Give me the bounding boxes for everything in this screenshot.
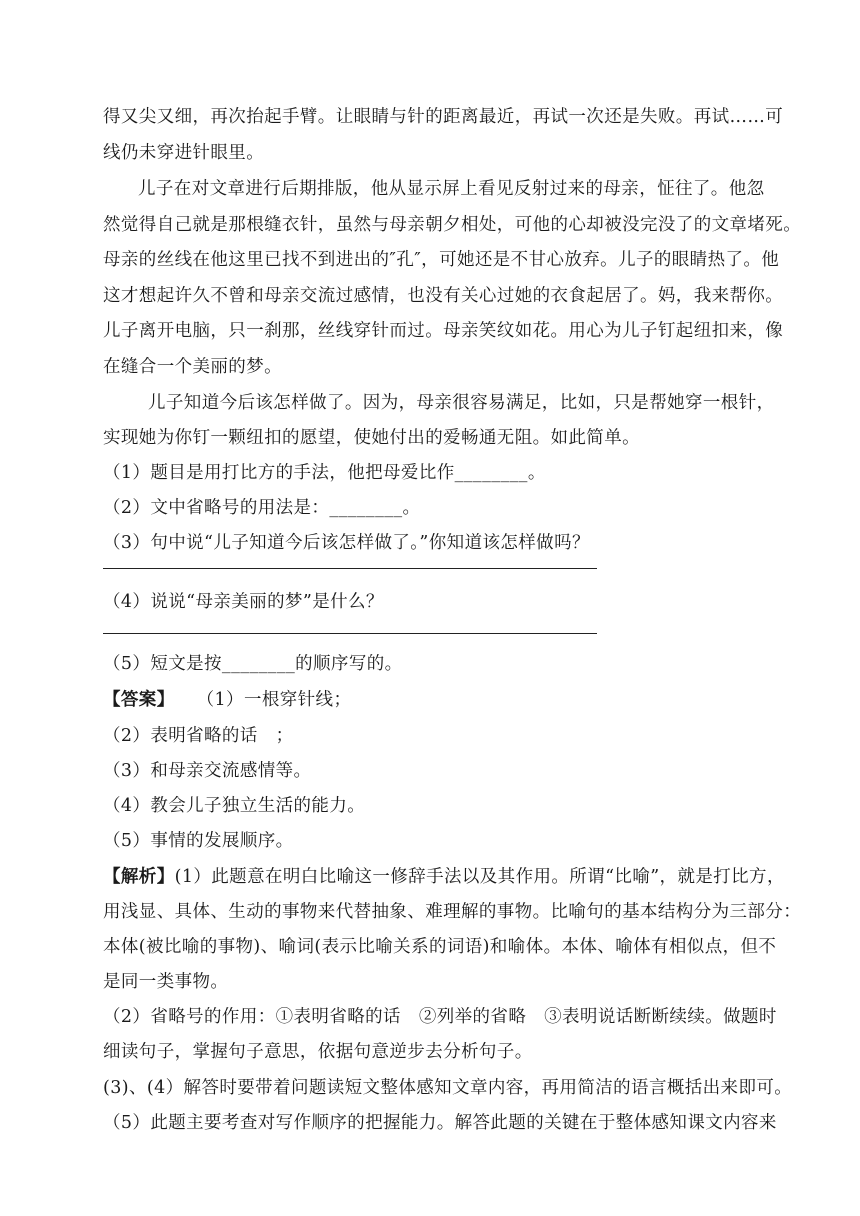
question-1: （1）题目是用打比方的手法，他把母爱比作________。 [103, 463, 546, 483]
question-5: （5）短文是按________的顺序写的。 [103, 654, 403, 674]
analysis-line: 本体(被比喻的事物)、喻词(表示比喻关系的词语)和喻体。本体、喻体有相似点，但不 [103, 937, 777, 957]
question-4: （4）说说“母亲美丽的梦”是什么？ [103, 592, 384, 612]
answer-blank-line [103, 633, 597, 634]
analysis-line: (3)、(4）解答时要带着问题读短文整体感知文章内容，再用简洁的语言概括出来即可。 [103, 1078, 793, 1098]
answer-5: （5）事情的发展顺序。 [103, 831, 294, 851]
analysis-text: (1）此题意在明白比喻这一修辞手法以及其作用。所谓“比喻”，就是打比方， [174, 867, 785, 887]
analysis-line: （5）此题主要考查对写作顺序的把握能力。解答此题的关键在于整体感知课文内容来 [103, 1113, 777, 1133]
question-3: （3）句中说“儿子知道今后该怎样做了。”你知道该怎样做吗？ [103, 533, 590, 553]
story-line: 线仍未穿进针眼里。 [103, 143, 265, 163]
analysis-line: 用浅显、具体、生动的事物来代替抽象、难理解的事物。比喻句的基本结构分为三部分： [103, 902, 802, 922]
analysis-label: 【解析】 [103, 867, 175, 887]
story-line: 在缝合一个美丽的梦。 [103, 357, 282, 377]
answer-4: （4）教会儿子独立生活的能力。 [103, 796, 366, 816]
answer-first-line [103, 689, 763, 711]
analysis-line: 是同一类事物。 [103, 972, 229, 992]
analysis-line: 细读句子，掌握句子意思，依据句意逆步去分析句子。 [103, 1042, 533, 1062]
story-line: 然觉得自己就是那根缝衣针，虽然与母亲朝夕相处，可他的心却被没完没了的文章堵死。 [103, 215, 802, 235]
story-line: 儿子离开电脑，只一刹那，丝线穿针而过。母亲笑纹如花。用心为儿子钉起纽扣来，像 [103, 321, 784, 341]
story-line: 这才想起许久不曾和母亲交流过感情，也没有关心过她的衣食起居了。妈，我来帮你。 [103, 286, 784, 306]
answer-2: （2）表明省略的话 ； [103, 726, 294, 746]
analysis-first-line [103, 866, 785, 888]
analysis-line: （2）省略号的作用：①表明省略的话 ②列举的省略 ③表明说话断断续续。做题时 [103, 1007, 777, 1027]
answer-blank-line [103, 568, 597, 569]
story-line: 得又尖又细，再次抬起手臂。让眼睛与针的距离最近，再试一次还是失败。再试……可 [103, 107, 784, 127]
answer-3: （3）和母亲交流感情等。 [103, 761, 312, 781]
story-line: 儿子在对文章进行后期排版，他从显示屏上看见反射过来的母亲，怔往了。他忽 [138, 179, 765, 199]
story-line: 母亲的丝线在他这里已找不到进出的″孔″，可她还是不甘心放弃。儿子的眼睛热了。他 [103, 250, 780, 270]
question-2: （2）文中省略号的用法是：________。 [103, 498, 421, 518]
story-line: 实现她为你钉一颗纽扣的愿望，使她付出的爱畅通无阻。如此简单。 [103, 428, 640, 448]
answer-label: 【答案】 [103, 690, 175, 710]
answer-1: （1）一根穿针线； [196, 690, 352, 710]
story-line: 儿子知道今后该怎样做了。因为，母亲很容易满足，比如，只是帮她穿一根针， [148, 393, 775, 413]
